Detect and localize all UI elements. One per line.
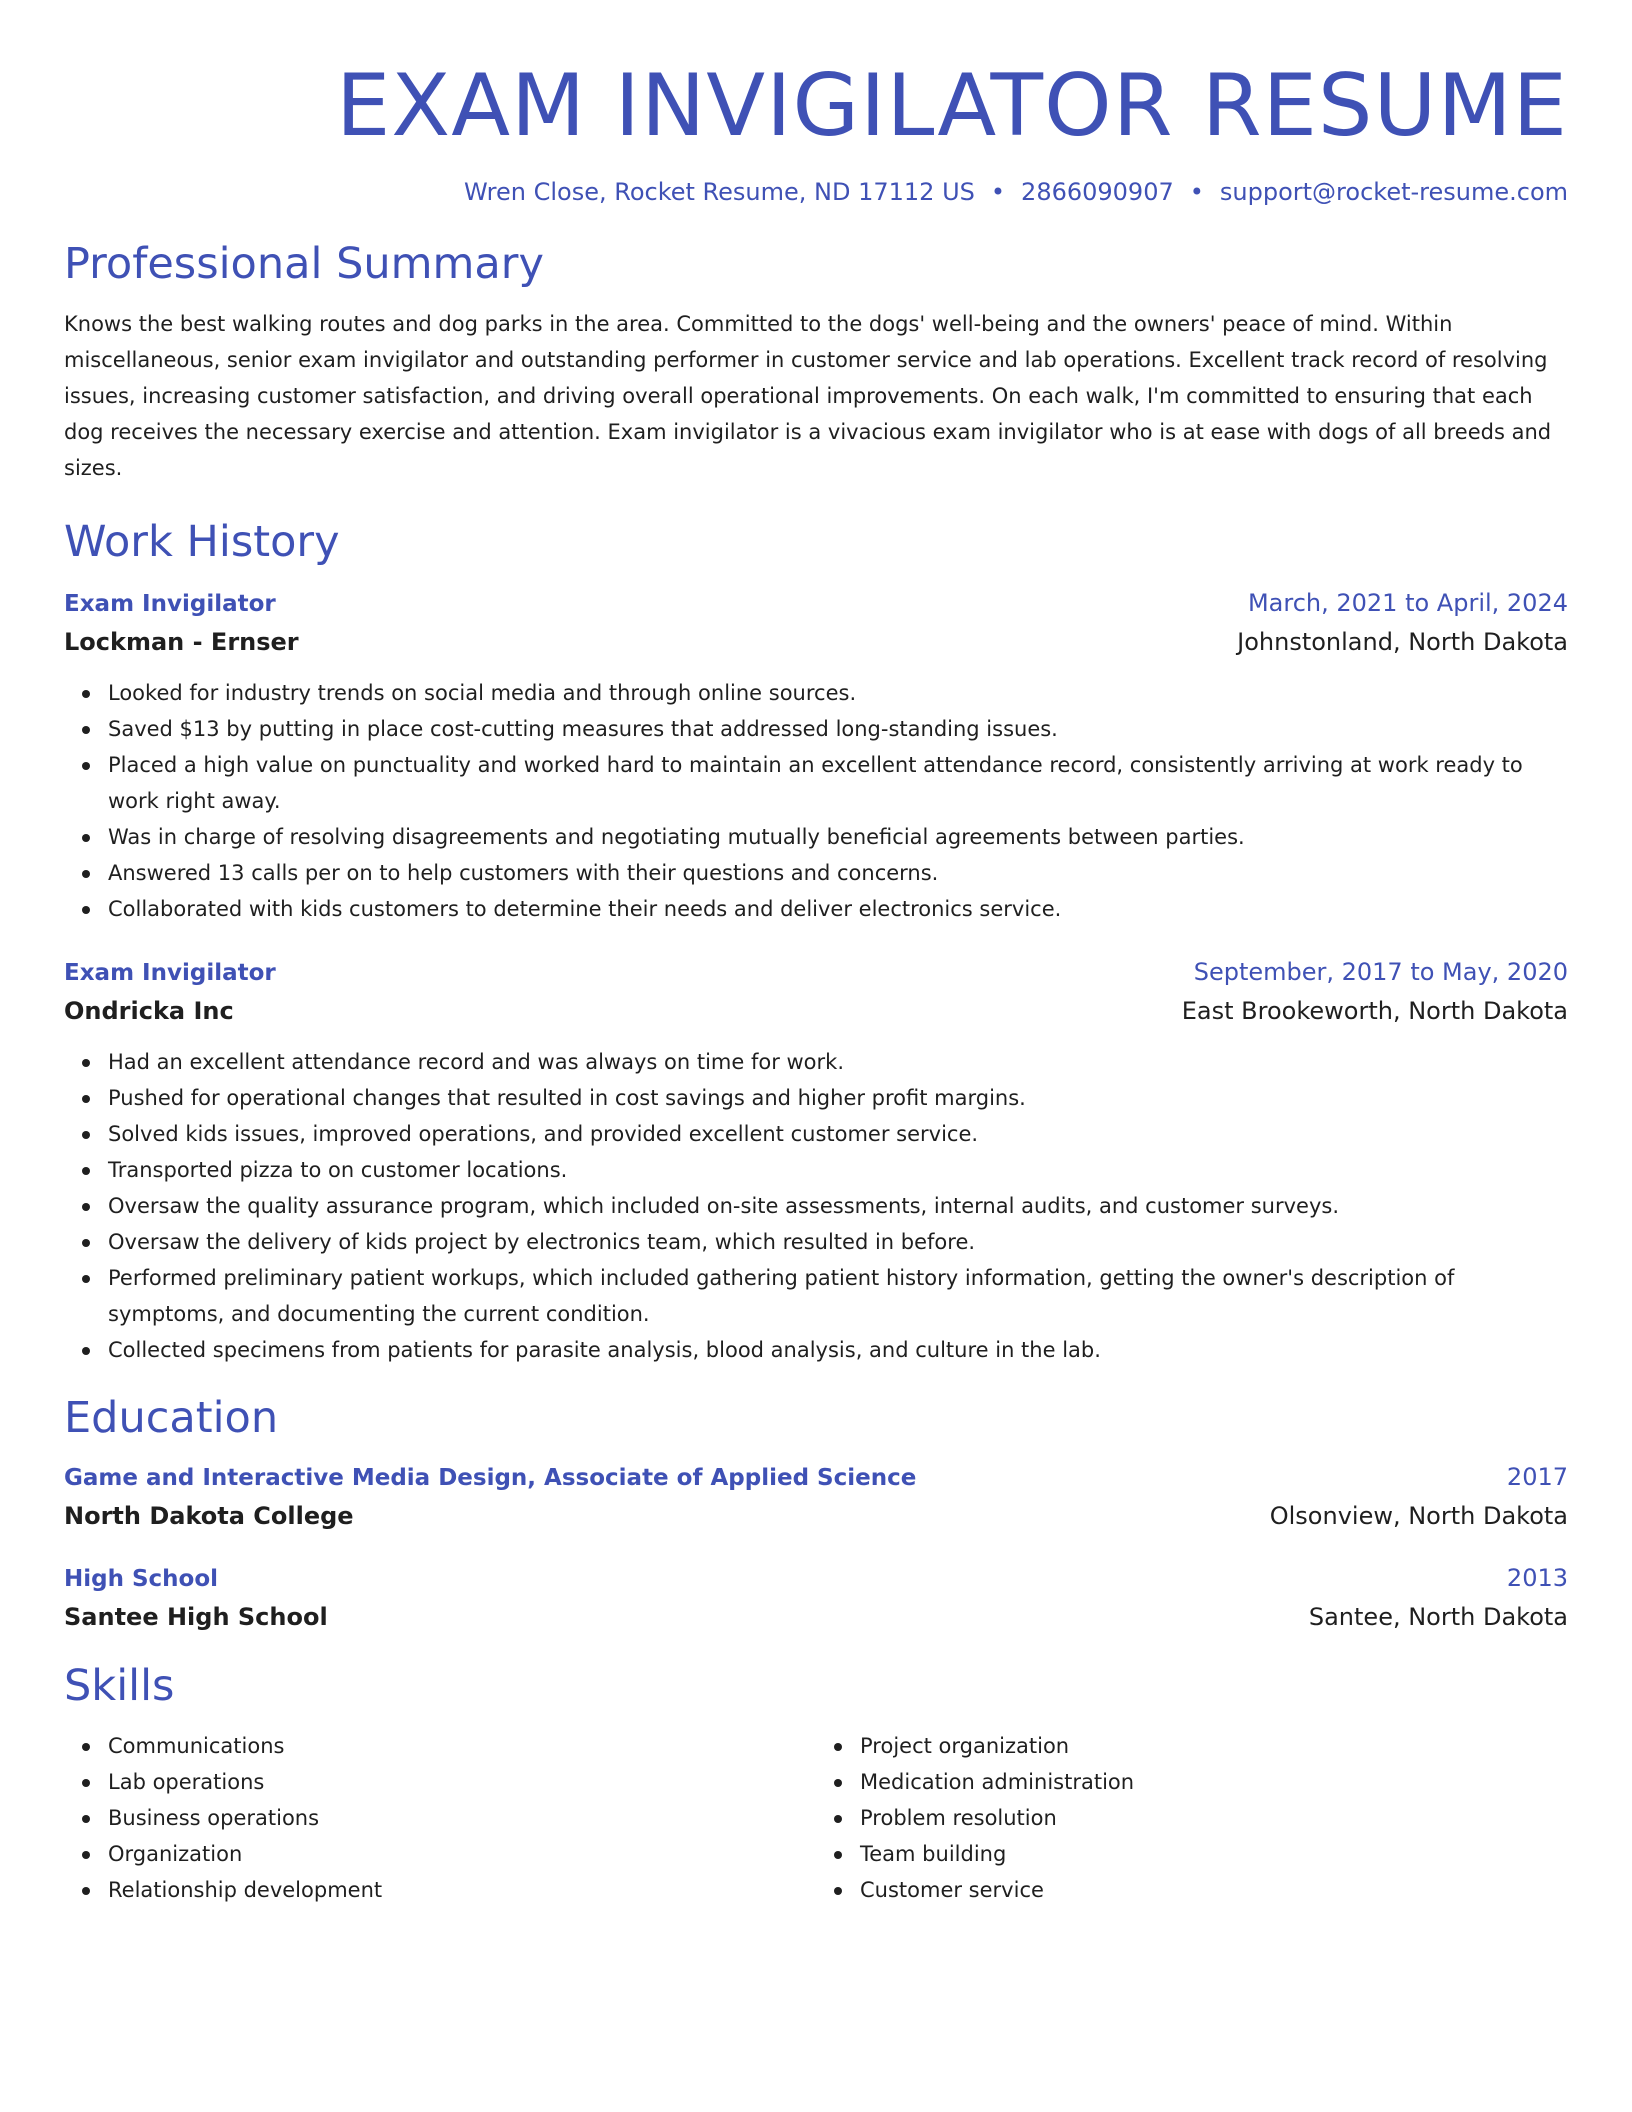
skills-list-right [816, 1728, 1568, 1908]
job-location: Johnstonland, North Dakota [1237, 628, 1568, 656]
education-location: Olsonview, North Dakota [1269, 1502, 1568, 1530]
skills-section [64, 1658, 1568, 1908]
list-item: Communications [108, 1728, 816, 1764]
list-item: Looked for industry trends on social media and through online sources. [108, 675, 1568, 711]
education-year: 2017 [1506, 1463, 1568, 1491]
summary-text: Knows the best walking routes and dog parks in the area. Committed to the dogs' well-being and the owners' peace of mind. Within miscellaneous, senior exam invigilator and outstanding performer in customer service and lab operations. Excellent track record of resolving issues, increasing customer satisfaction, and driving overall operational improvements. On each walk, I'm committed to ensuring that each dog receives the necessary exercise and attention. Exam invigilator is a vivacious exam invigilator who is at ease with dogs of all breeds and sizes. [64, 312, 1552, 480]
education-year: 2013 [1506, 1564, 1568, 1592]
list-item: Answered 13 calls per on to help customers with their questions and concerns. [108, 855, 1568, 891]
list-item: Team building [860, 1836, 1568, 1872]
education-location: Santee, North Dakota [1308, 1603, 1568, 1631]
resume-title: EXAM INVIGILATOR RESUME [335, 56, 1568, 156]
list-item: Transported pizza to on customer locations. [108, 1152, 1568, 1188]
education-school: North Dakota College [64, 1502, 354, 1530]
job-dates: March, 2021 to April, 2024 [1247, 589, 1568, 617]
job-duties-list [64, 675, 1568, 927]
job-company: Ondricka Inc [64, 997, 234, 1025]
education-degree: High School [64, 1566, 219, 1592]
list-item: Medication administration [860, 1764, 1568, 1800]
job-entry [64, 584, 1568, 927]
list-item: Customer service [860, 1872, 1568, 1908]
list-item: Relationship development [108, 1872, 816, 1908]
contact-email: support@rocket-resume.com [1219, 178, 1568, 206]
section-title-work-history: Work History [64, 517, 340, 567]
list-item: Performed preliminary patient workups, which included gathering patient history information, getting the owner's description of symptoms, and documenting the current condition. [108, 1260, 1568, 1332]
list-item: Had an excellent attendance record and was always on time for work. [108, 1044, 1568, 1080]
list-item: Oversaw the quality assurance program, which included on-site assessments, internal audits, and customer surveys. [108, 1188, 1568, 1224]
list-item: Organization [108, 1836, 816, 1872]
job-role: Exam Invigilator [64, 591, 276, 617]
contact-separator: • [1189, 178, 1204, 206]
list-item: Lab operations [108, 1764, 816, 1800]
job-role: Exam Invigilator [64, 960, 276, 986]
list-item: Business operations [108, 1800, 816, 1836]
job-entry [64, 953, 1568, 1368]
summary-section [64, 236, 1568, 486]
section-title-education: Education [64, 1393, 279, 1443]
contact-separator: • [990, 178, 1006, 206]
list-item: Saved $13 by putting in place cost-cutting measures that addressed long-standing issues. [108, 711, 1568, 747]
section-title-summary: Professional Summary [64, 239, 544, 289]
skills-list-left [64, 1728, 816, 1908]
education-degree: Game and Interactive Media Design, Associate of Applied Science [64, 1465, 917, 1491]
list-item: Was in charge of resolving disagreements and negotiating mutually beneficial agreements between parties. [108, 819, 1568, 855]
list-item: Oversaw the delivery of kids project by electronics team, which resulted in before. [108, 1224, 1568, 1260]
list-item: Pushed for operational changes that resulted in cost savings and higher profit margins. [108, 1080, 1568, 1116]
list-item: Solved kids issues, improved operations, and provided excellent customer service. [108, 1116, 1568, 1152]
list-item: Collected specimens from patients for parasite analysis, blood analysis, and culture in the lab. [108, 1332, 1568, 1368]
list-item: Placed a high value on punctuality and worked hard to maintain an excellent attendance record, consistently arriving at work ready to work right away. [108, 747, 1568, 819]
contact-line [64, 176, 1568, 208]
list-item: Problem resolution [860, 1800, 1568, 1836]
list-item: Collaborated with kids customers to determine their needs and deliver electronics service. [108, 891, 1568, 927]
job-duties-list [64, 1044, 1568, 1368]
job-location: East Brookeworth, North Dakota [1181, 997, 1568, 1025]
list-item: Project organization [860, 1728, 1568, 1764]
work-history-section [64, 514, 1568, 1368]
education-section [64, 1390, 1568, 1636]
job-dates: September, 2017 to May, 2020 [1193, 958, 1568, 986]
education-entry [64, 1559, 1568, 1636]
education-entry [64, 1458, 1568, 1535]
skills-grid [64, 1728, 1568, 1908]
education-school: Santee High School [64, 1603, 328, 1631]
job-company: Lockman - Ernser [64, 628, 299, 656]
section-title-skills: Skills [64, 1661, 175, 1711]
contact-address: Wren Close, Rocket Resume, ND 17112 US [464, 178, 975, 206]
contact-phone: 2866090907 [1021, 178, 1174, 206]
resume-header [64, 56, 1568, 208]
